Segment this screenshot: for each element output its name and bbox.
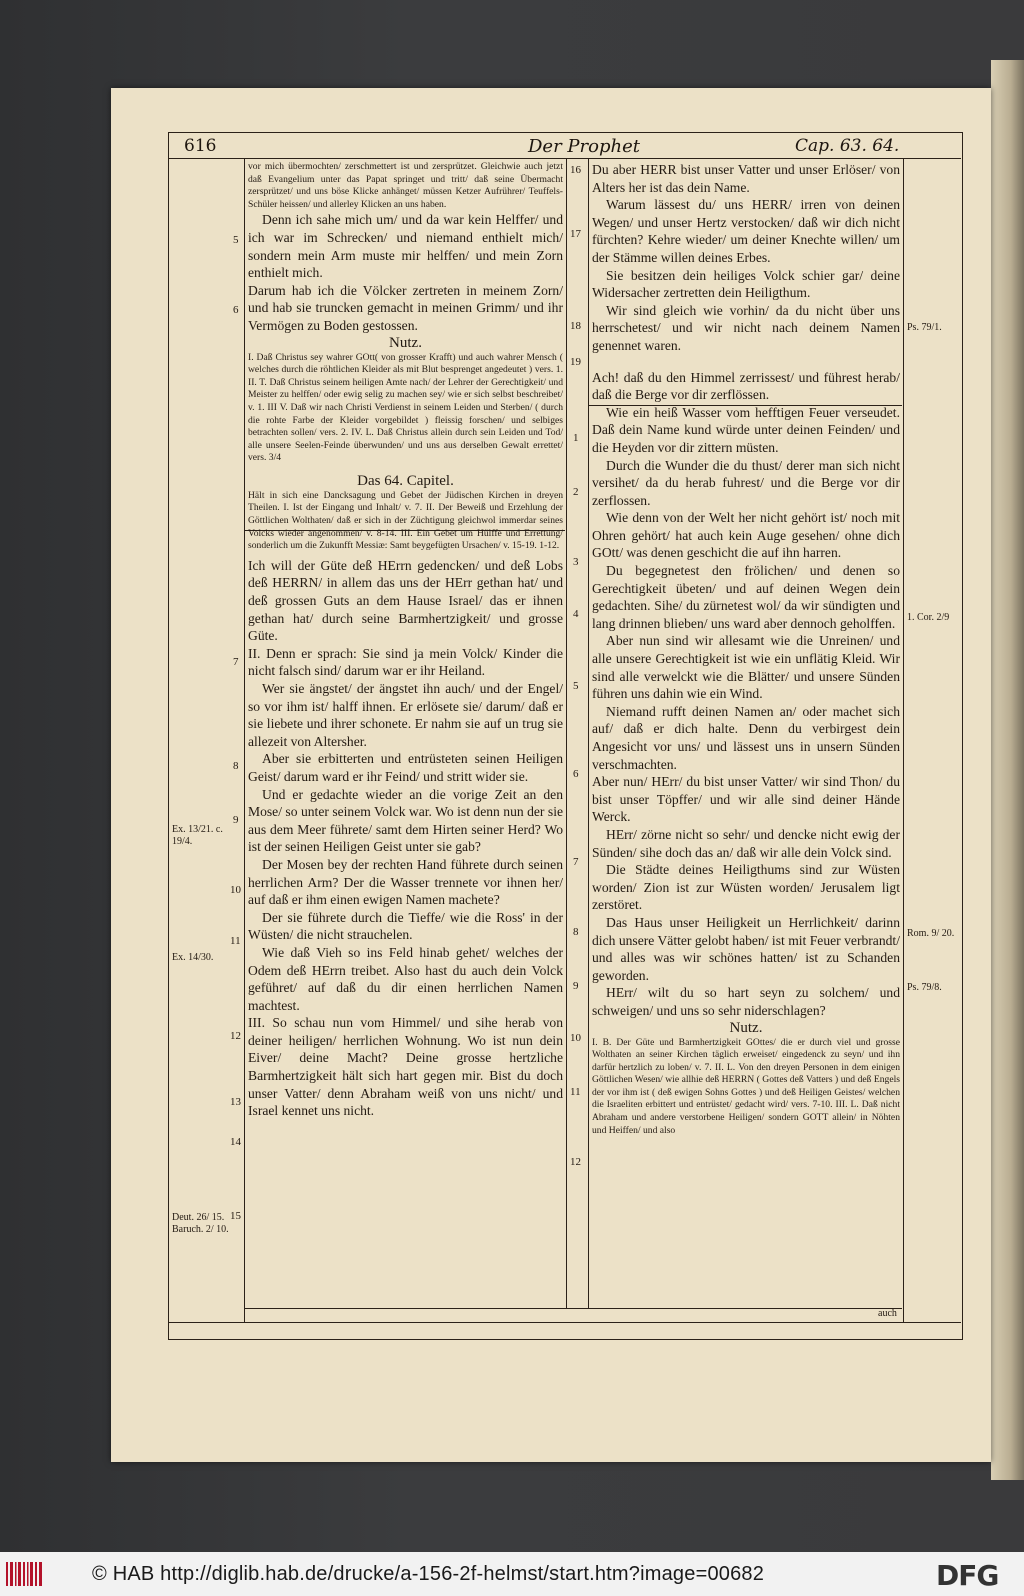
verse-number: 13 [230,1096,241,1108]
verse-15: III. So schau nun vom Himmel/ und sihe herab von deiner heiligen/ herrlichen Wohnung. Wo ist nun dein Eiver/ deine Macht? Deine grosse hertzliche Barmhertzigkeit hält sich hart gegen mir. Bist du doch unser Vatter/ denn Abraham weiß von uns nicht/ und Israel kennet uns nicht. [248,1015,563,1119]
column-bottom-rule [245,1308,902,1309]
chapter64-verse-4: Wie denn von der Welt her nicht gehört ist/ noch mit Ohren gehört/ hat auch kein Auge gesehen/ ohne dich GOtt/ was denen geschicht die auf ihn harren. [592,510,900,561]
verse-number: 10 [570,1032,581,1044]
verse-number: 2 [573,486,579,498]
page-number: 616 [184,136,217,156]
dfg-logo: DFG [936,1559,999,1592]
chapter-summary: Hält in sich eine Dancksagung und Gebet der Jüdischen Kirchen in dreyen Theilen. I. Ist der Eingang und Inhalt/ v. 7. II. Der Beweiß und Erzehlung der Göttlichen Wolthaten/ daß er sich in der Züchtigung gleichwol immerdar seines Volcks wieder angenommen/ v. 8-14. III. Ein Gebet um Hülffe und Errettung/ sonderlich um die Zukunfft Messiæ: Samt beygefügten Ursachen/ v. 15-19. 1-12. [248,489,563,552]
verse-number: 7 [233,656,239,668]
verse-5: Denn ich sahe mich um/ und da war kein Helffer/ und ich war im Schrecken/ und niemand enthielt mich/ sondern mein Arm muste mir helffen/ und mein Zorn enthielt mich. [248,212,563,281]
chapter64-verse-10: Die Städte deines Heiligthums sind zur Wüsten worden/ Zion ist zur Wüsten worden/ Jerusalem ligt zerstöret. [592,862,900,913]
margin-note-right: Ps. 79/1. [907,322,942,333]
chapter64-verse-11: Das Haus unser Heiligkeit un Herrlichkeit/ darinn dich unsere Vätter gelobt haben/ ist mit Feuer verbrandt/ und alles was wir schönes hatten/ ist zu Schanden geworden. [592,914,900,983]
verse-number: 15 [230,1210,241,1222]
verse-9: Wer sie ängstet/ der ängstet ihn auch/ und der Engel/ so vor ihm ist/ halff ihnen. Er erlösete sie/ darum/ daß er sie liebete und ihrer schonete. Er nahm sie auf un trug sie allezeit von Altersher. [248,681,563,749]
verse-number: 11 [570,1086,581,1098]
verse-12: Der Mosen bey der rechten Hand führete durch seinen herrlichen Arm? Der die Wasser trennete vor ihnen her/ auf daß er ihm einen ewigen Namen machete? [248,856,563,908]
chapter64-verse-12: HErr/ wilt du so hart seyn zu solchem/ und schweigen/ und uns so sehr niderschlagen? [592,985,900,1018]
adjacent-page-edge [991,60,1024,1480]
left-margin-rule [244,158,245,1322]
bottom-rule [168,1322,961,1323]
margin-note-left: Ex. 13/21. c. 19/4. [172,824,223,847]
verse-number: 16 [570,164,581,176]
verse-number: 9 [233,814,239,826]
left-gutter-rule [566,158,567,1308]
chapter64-verse-5: Du begegnetest den frölichen/ und denen so Gerechtigkeit übeten/ und auf deinen Wegen dein gedachten. Sihe/ du zürnetest wol/ da wir sündigten und lang drinnen blieben/ uns ward aber dennoch geholffen. [592,563,900,631]
right-text-column [592,161,900,1137]
chapter64-verse-8: Aber nun/ HErr/ du bist unser Vatter/ wir sind Thon/ du bist unser Töpffer/ und wir alle sind deiner Hände Werck. [592,774,900,825]
verse-number: 17 [570,228,581,240]
verse-14: Wie daß Vieh so ins Feld hinab gehet/ welches der Odem deß HErrn treibet. Also hast du auch dein Volck geführet/ auf daß du dir einen herrlichen Namen machtest. [248,944,563,1013]
header-rule [168,158,961,159]
verse-number: 7 [573,856,579,868]
verse-18: Sie besitzen dein heiliges Volck schier gar/ deine Widersacher zertretten dein Heiligthum. [592,267,900,301]
verse-6: Darum hab ich die Völcker zertreten in meinem Zorn/ und hab sie truncken gemacht in meinen Grimm/ und ihr Vermögen zu Boden gestossen. [248,282,563,333]
verse-11: Und er gedachte wieder an die vorige Zeit an den Mose/ so unter seinem Volck war. Wo ist denn nun der sie aus dem Meer führete/ samt dem Hirten seiner Herd? Wo ist der seinen Heiligen Geist unter sie gab? [248,786,563,855]
verse-number: 8 [233,760,239,772]
verse-number: 5 [233,234,239,246]
chapter64-verse-7: Niemand rufft deinen Namen an/ oder machet sich auf/ daß er dich halte. Denn du verbirgest dein Angesicht vor uns/ und lässest uns in unsern Sünden verschmachten. [592,703,900,772]
left-text-column [248,161,563,1120]
verse-number: 1 [573,432,579,444]
chapter64-verse-6: Aber nun sind wir allesamt wie die Unreinen/ und alle unsere Gerechtigkeit ist wie ein unflätig Kleid. Wir sind alle verwelckt wie die Blätter/ und unsere Sünden führen uns dahin wie ein Wind. [592,633,900,702]
verse-7: Ich will der Güte deß HErrn gedencken/ und deß Lobs deß HERRN/ in allem das uns der HErr gethan hat/ und deß grossen Guts an dem Hause Israel/ das er ihnen gethan hat/ durch seine Barmhertzigkeit/ und grosse Güte. [248,557,563,644]
verse-10: Aber sie erbitterten und entrüsteten seinen Heiligen Geist/ darum ward er ihr Feind/ und stritt wider sie. [248,751,563,784]
right-margin-rule [903,158,904,1322]
chapter64-verse-3: Durch die Wunder die du thust/ derer man sich nicht versihet/ da du herab fuhrest/ und die Berge vor dir zerflossen. [592,457,900,508]
margin-note-left: Ex. 14/30. [172,952,214,963]
source-url-link[interactable]: © HAB http://diglib.hab.de/drucke/a-156-2f-helmst/start.htm?image=00682 [92,1563,765,1585]
running-title: Der Prophet [528,136,640,157]
verse-number: 18 [570,320,581,332]
nutz-heading-right: Nutz. [729,1019,763,1036]
margin-note-left: Deut. 26/ 15. Baruch. 2/ 10. [172,1212,229,1235]
nutz-text-right: I. B. Der Güte und Barmhertzigkeit GOttes/ die er durch viel und grosse Wolthaten an seiner Kirchen täglich erweiset/ eingedenck zu seyn/ und ihn darfür hertzlich zu loben/ v. 7. II. L. Von den dreyen Personen in dem einigen Göttlichen Wesen/ wie allhie deß HERRN ( Gottes deß Vatters ) und deß Engels der vor ihm ist ( deß ewigen Sohns Gottes ) und deß Heiligen Geistes/ welchen die Israeliten erbittert und entrüstet/ gedacht wird/ vers. 7-10. III. L. Daß nicht Abraham und andere verstorbene Heiligen/ sondern GOTT allein/ in Nöhten und Heiffen/ und also [592,1036,900,1136]
chapter-reference: Cap. 63. 64. [795,136,900,156]
verse-number: 10 [230,884,241,896]
chapter64-verse-9: HErr/ zörne nicht so sehr/ und dencke nicht ewig der Sünden/ sihe doch das an/ daß wir alle dein Volck sind. [592,826,900,860]
verse-number: 6 [573,768,579,780]
verse-number: 11 [230,935,241,947]
verse-number: 14 [230,1136,241,1148]
chapter64-verse-2: Wie ein heiß Wasser vom hefftigen Feuer verseudet. Daß dein Name kund würde unter deinen Feinden/ und die Heyden vor dir zittern müsten. [592,404,900,455]
nutz-heading-left: Nutz. [389,334,422,351]
verse-8: II. Denn er sprach: Sie sind ja mein Volck/ Kinder die nicht falsch sind/ darum war er ihr Heiland. [248,645,563,679]
footer-bar [0,1552,1024,1596]
right-gutter-rule [588,158,589,1308]
nutz-text-left: I. Daß Christus sey wahrer GOtt( von grosser Krafft) und auch wahrer Mensch ( welches durch die röhtlichen Kleider als mit Blut besprenget angedeutet ) vers. 1. II. T. Daß Christus seinem heiligen Amte nach/ der Lehrer der Gerechtigkeit/ und Meister zu helffen/ oder ewig selig zu machen sey/ wie er sich selbst beschreibet/ v. 1. III V. Daß wir nach Christi Verdienst in seinem Leiden und Sterben/ ( durch die rohte Farbe der Kleider vorgebildet ) fleissig forschen/ und selbiges betrachten sollen/ vers. 2. IV. L. Daß Christus allein durch sein Leiden und Tod/ alle unsere Seelen-Feinde überwunden/ und uns aus derselben Gewalt errettet/ vers. 3/4 [248,351,563,464]
verse-number: 12 [570,1156,581,1168]
verse-13: Der sie führete durch die Tieffe/ wie die Ross' in der Wüsten/ die nicht strauchelen. [248,909,563,943]
hab-barcode-logo-icon [6,1560,44,1588]
verse-number: 12 [230,1030,241,1042]
verse-number: 6 [233,304,239,316]
intro-paragraph: vor mich übermochten/ zerschmettert ist und zersprützet. Gleichwie auch jetzt daß Evangelium unter das Papat springet und tritt/ daß seine Übermacht zersprützet/ und uns böse Klicke anhänget/ müssen Ketzer Aufrührer/ Teuffels-Schüler heissen/ und allerley Klicken an uns haben. [248,161,563,210]
verse-19: Wir sind gleich wie vorhin/ da du nicht über uns herrschetest/ und wir nicht nach deinem Namen genennet waren. [592,302,900,353]
margin-note-right: Rom. 9/ 20. [907,928,955,939]
margin-note-right: Ps. 79/8. [907,982,942,993]
verse-17: Warum lässest du/ uns HERR/ irren von deinen Wegen/ und unser Hertz verstocken/ daß wir dich nicht fürchten? Kehre wieder/ um deiner Knechte willen/ um der Stämme willen deines Erbes. [592,197,900,265]
verse-number: 9 [573,980,579,992]
catchword: auch [878,1308,897,1319]
verse-number: 4 [573,608,579,620]
chapter-heading: Das 64. Capitel. [357,472,454,489]
verse-number: 3 [573,556,579,568]
chapter64-verse-1: Ach! daß du den Himmel zerrissest/ und führest herab/ daß die Berge vor dir zerflössen. [592,369,900,403]
verse-number: 19 [570,356,581,368]
verse-number: 5 [573,680,579,692]
margin-note-right: 1. Cor. 2/9 [907,612,950,623]
verse-16: Du aber HERR bist unser Vatter und unser Erlöser/ von Alters her ist das dein Name. [592,162,900,195]
verse-number: 8 [573,926,579,938]
